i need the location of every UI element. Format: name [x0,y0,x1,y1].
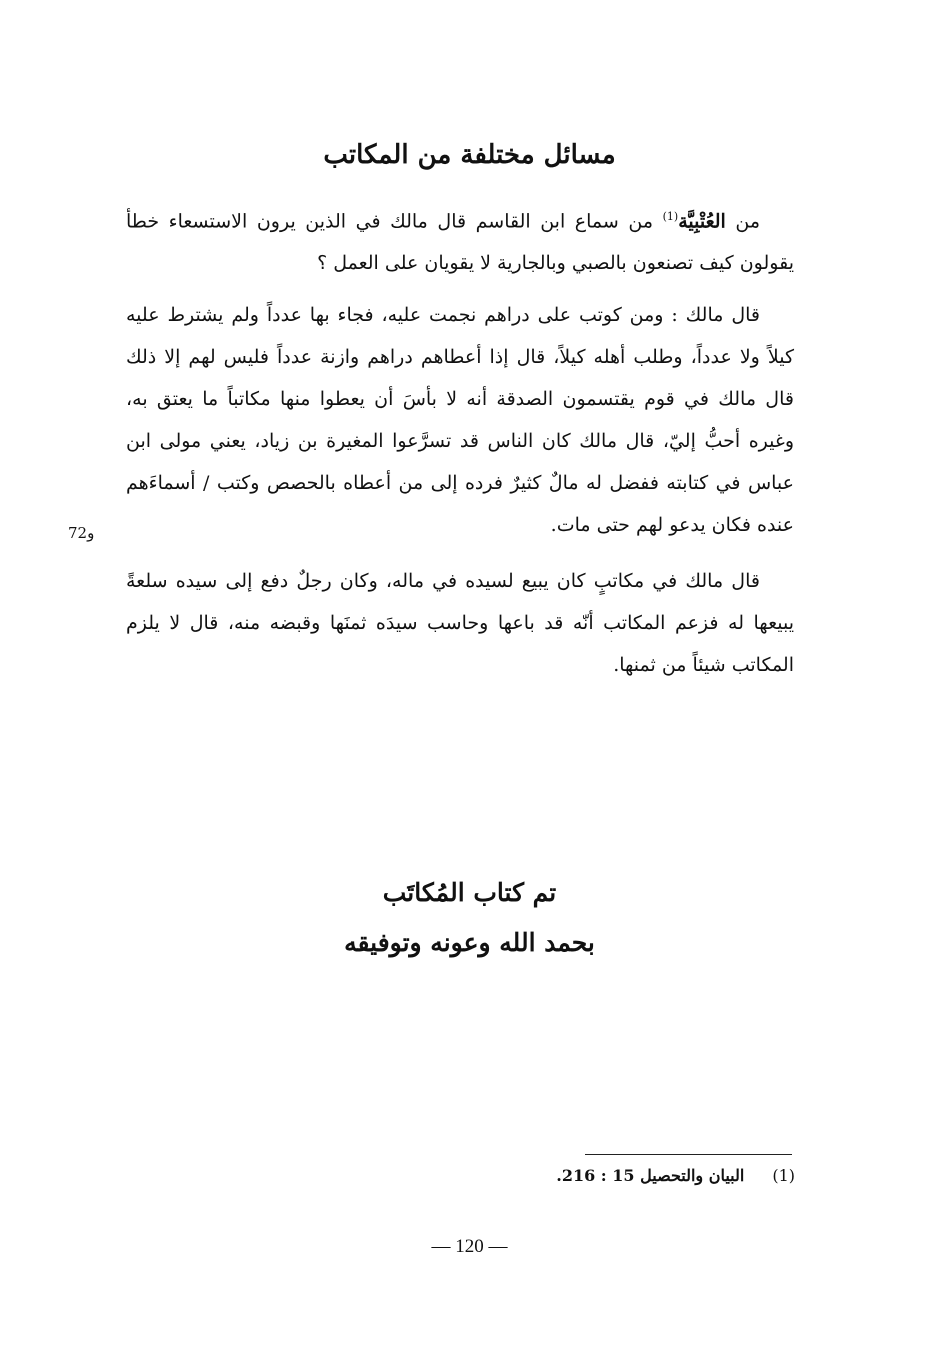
paragraph-1 [126,196,794,284]
source-title: العُتْبِيَّة [678,210,726,233]
closing-colophon [0,868,939,968]
footnote-divider [585,1154,792,1155]
footnote-mark: (1) [772,1166,795,1185]
colophon-line-2: بحمد الله وعونه وتوفيقه [344,928,595,957]
paragraph-1-opening: من [735,210,761,233]
footnote [440,1166,795,1185]
footnote-text: البيان والتحصيل 15 : 216. [556,1166,745,1185]
page-number: — 120 — [431,1236,508,1257]
paragraph-3 [126,560,794,686]
paragraph-2 [126,294,794,546]
section-heading: مسائل مختلفة من المكاتب [323,140,616,170]
paragraph-2-text: قال مالك : ومن كوتب على دراهم نجمت عليه، فجاء بها عدداً ولم يشترط عليه كيلاً ولا عدداً، وطلب أهله كيلاً، قال إذا أعطاهم دراهم وازنة عدداً فليس لهم إلا ذلك قال مالك في قوم يقتسمون الصدقة أنه لا بأسَ أن يعطوا منها مكاتباً ما يعتق به، وغيره أحبُّ إليّ، قال مالك كان الناس قد تسرَّعوا المغيرة بن زياد، يعني مولى ابن عباس في كتابته ففضل له مالٌ كثيرٌ فرده إلى من أعطاه بالحصص وكتب / أسماءَهم عنده فكان يدعو لهم حتى مات. [126,304,794,536]
footnote-reference: (1) [662,210,679,223]
manuscript-folio-note: 72و [68,524,95,542]
colophon-line-1: تم كتاب المُكاتَب [382,878,557,907]
paragraph-1-text [126,196,794,284]
paragraph-3-text: قال مالك في مكاتبٍ كان يبيع لسيده في ماله، وكان رجلٌ دفع إلى سيده سلعةً يبيعها له فزعم المكاتب أنّه قد باعها وحاسب سيدَه ثمنَها وقبضه منه، قال لا يلزم المكاتب شيئاً من ثمنها. [126,570,794,676]
paragraph-1-rest: من سماع ابن القاسم قال مالك في الذين يرون الاستسعاء خطأ يقولون كيف تصنعون بالصبي وبالجارية لا يقويان على العمل ؟ [126,210,794,275]
